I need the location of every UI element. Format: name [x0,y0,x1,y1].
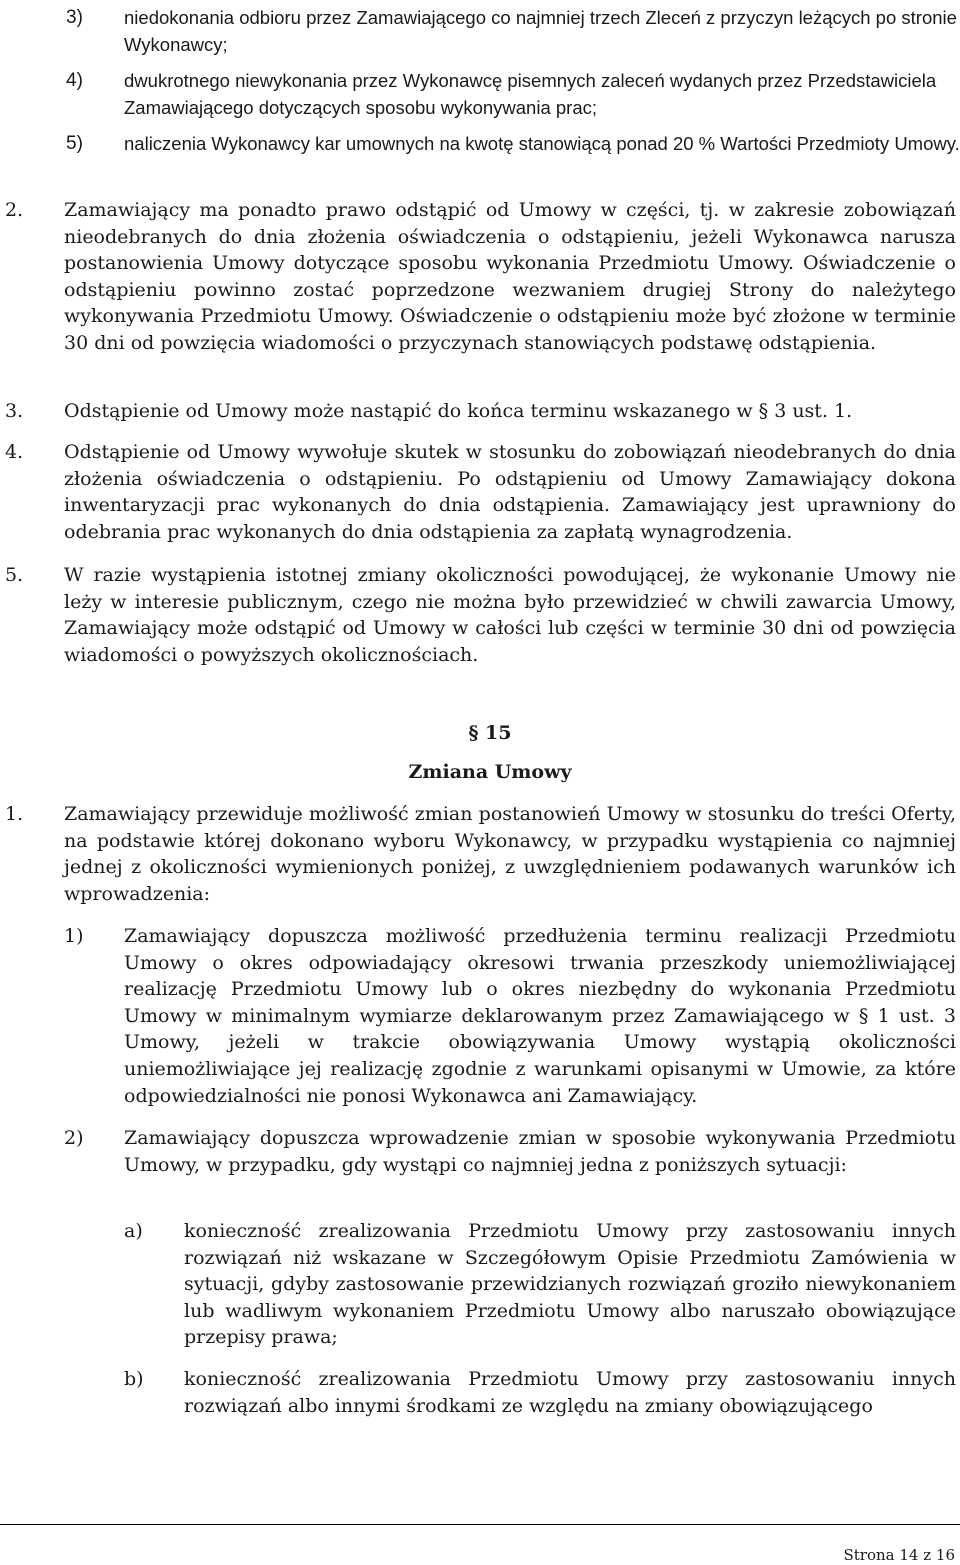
page-number: Strona 14 z 16 [843,1546,955,1564]
footer-divider [0,1524,960,1525]
paragraph-number: 1. [5,803,24,825]
sub-item-text: konieczność zrealizowania Przedmiotu Umowy przy zastosowaniu innych rozwiązań albo innymi środkami ze względu na zmiany obowiązującego [184,1368,956,1417]
section-number: § 15 [468,722,512,744]
paragraph-text: Odstąpienie od Umowy może nastąpić do końca terminu wskazanego w § 3 ust. 1. [64,400,853,422]
list-item-number: 3) [66,7,83,28]
list-item-text: dwukrotnego niewykonania przez Wykonawcę pisemnych zaleceń wydanych przez Przedstawiciela Zamawiającego dotyczących sposobu wykonywania prac; [124,70,937,118]
list-item-text: naliczenia Wykonawcy kar umownych na kwotę stanowiącą ponad 20 % Wartości Przedmioty Umowy. [124,133,960,154]
sub-item-letter: b) [124,1368,144,1390]
list-item-number: 5) [66,133,83,154]
list-item-text: Zamawiający dopuszcza wprowadzenie zmian w sposobie wykonywania Przedmiotu Umowy, w przypadku, gdy wystąpi co najmniej jedna z poniższych sytuacji: [124,1127,956,1176]
paragraph-number: 5. [5,564,24,586]
list-item-number: 1) [64,925,84,947]
paragraph-number: 4. [5,441,24,463]
paragraph-number: 3. [5,400,24,422]
sub-item-letter: a) [124,1220,143,1242]
paragraph-text: W razie wystąpienia istotnej zmiany okoliczności powodującej, że wykonanie Umowy nie leży w interesie publicznym, czego nie można było przewidzieć w chwili zawarcia Umowy, Zamawiający może odstąpić od Umowy w całości lub części w terminie 30 dni od powzięcia wiadomości o powyższych okolicznościach. [64,564,956,666]
list-item-text: Zamawiający dopuszcza możliwość przedłużenia terminu realizacji Przedmiotu Umowy o okres odpowiadający okresowi trwania przeszkody uniemożliwiającej realizację Przedmiotu Umowy lub o okres niezbędny do wykonania Przedmiotu Umowy w minimalnym wymiarze deklarowanym przez Zamawiającego w § 1 ust. 3 Umowy, jeżeli w trakcie obowiązywania Umowy wystąpią okoliczności uniemożliwiające jej realizację zgodnie z warunkami opisanymi w Umowie, za które odpowiedzialności nie ponosi Wykonawca ani Zamawiający. [124,925,956,1107]
paragraph-text: Zamawiający przewiduje możliwość zmian postanowień Umowy w stosunku do treści Oferty, na podstawie której dokonano wyboru Wykonawcy, w przypadku wystąpienia co najmniej jednej z okoliczności wymienionych poniżej, z uwzględnieniem podawanych warunków ich wprowadzenia: [64,803,956,905]
paragraph-text: Zamawiający ma ponadto prawo odstąpić od Umowy w części, tj. w zakresie zobowiązań nieodebranych do dnia złożenia oświadczenia o odstąpieniu, jeżeli Wykonawca narusza postanowienia Umowy dotyczące sposobu wykonania Przedmiotu Umowy. Oświadczenie o odstąpieniu powinno zostać poprzedzone wezwaniem drugiej Strony do należytego wykonywania Przedmiotu Umowy. Oświadczenie o odstąpieniu może być złożone w terminie 30 dni od powzięcia wiadomości o przyczynach stanowiących podstawę odstąpienia. [64,199,956,354]
sub-item-text: konieczność zrealizowania Przedmiotu Umowy przy zastosowaniu innych rozwiązań niż wskazane w Szczegółowym Opisie Przedmiotu Zamówienia w sytuacji, gdyby zastosowanie przewidzianych rozwiązań groziło niewykonaniem lub wadliwym wykonaniem Przedmiotu Umowy albo naruszało obowiązujące przepisy prawa; [184,1220,956,1349]
paragraph-number: 2. [5,199,24,221]
list-item-text: niedokonania odbioru przez Zamawiającego co najmniej trzech Zleceń z przyczyn leżących po stronie Wykonawcy; [124,7,957,55]
paragraph-text: Odstąpienie od Umowy wywołuje skutek w stosunku do zobowiązań nieodebranych do dnia złożenia oświadczenia o odstąpieniu. Po odstąpieniu od Umowy Zamawiający dokona inwentaryzacji prac wykonanych do dnia odstąpienia. Zamawiający jest uprawniony do odebrania prac wykonanych do dnia odstąpienia za zapłatą wynagrodzenia. [64,441,956,543]
list-item-number: 2) [64,1127,84,1149]
list-item-number: 4) [66,70,83,91]
section-title: Zmiana Umowy [408,761,572,783]
